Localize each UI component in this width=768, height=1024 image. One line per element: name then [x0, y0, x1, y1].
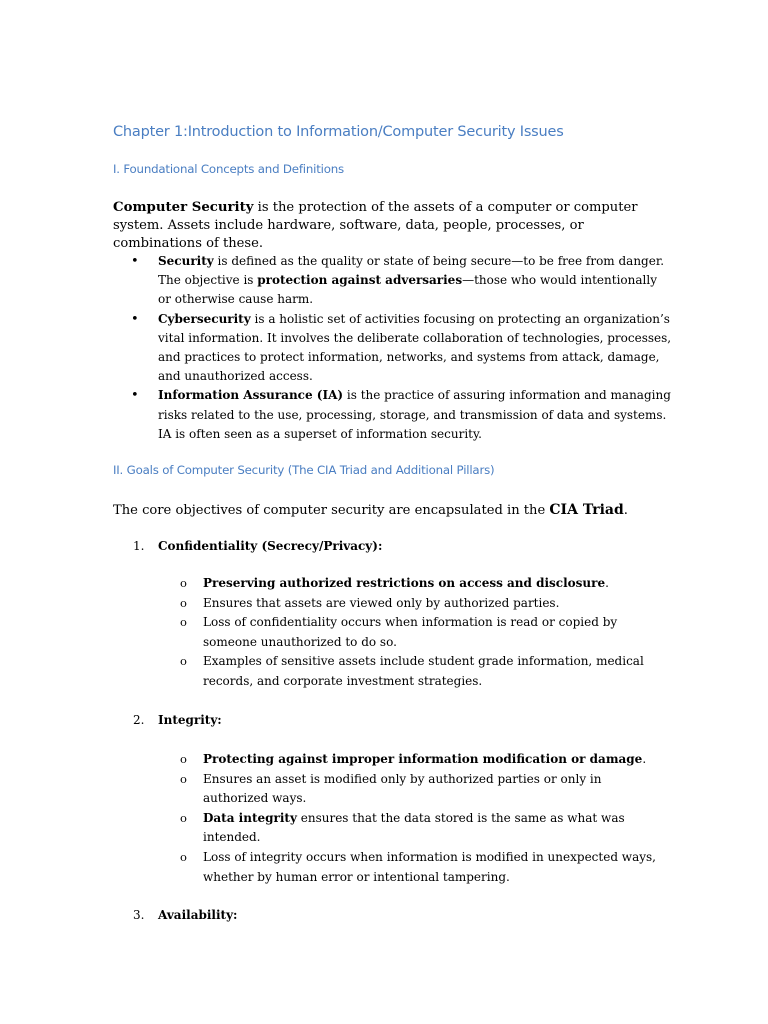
definition-text: is a holistic set of activities focusing on protecting an organization’s vital information. It involves the deliberate collaboration of technologies, processes, and practices to protect information, networks, and systems from attack, damage, and unauthorized access.	[158, 311, 672, 384]
sub-point-text: .	[605, 576, 609, 590]
sub-bullet-icon: o	[180, 615, 187, 630]
sub-point-text: Ensures that assets are viewed only by authorized parties.	[203, 595, 560, 610]
chapter-title: Chapter 1:Introduction to Information/Computer Security Issues	[113, 124, 564, 140]
goal-number: 2.	[133, 713, 145, 727]
goal-number: 1.	[133, 539, 145, 553]
sub-point-text: Loss of integrity occurs when information is modified in unexpected ways, whether by human error or intentional tampering.	[203, 849, 656, 884]
sub-point-text: Examples of sensitive assets include student grade information, medical records, and corporate investment strategies.	[203, 654, 644, 688]
sub-point-bold: Preserving authorized restrictions on access and disclosure	[203, 576, 606, 590]
definitions-list	[113, 252, 673, 444]
goal-title: Confidentiality (Secrecy/Privacy):	[158, 539, 383, 553]
sub-point-bold: Protecting against improper information modification or damage	[203, 752, 643, 766]
definition-item	[113, 310, 673, 387]
goal-title: Integrity:	[158, 713, 222, 727]
sub-bullet-icon: o	[180, 771, 187, 786]
definition-item	[113, 386, 673, 444]
sub-bullet-icon: o	[180, 576, 187, 590]
intro-definition: is the protection of the assets of a computer or computer system. Assets include hardware, software, data, people, processes, or combinations of these.	[113, 200, 638, 251]
goal-heading-availability	[133, 906, 237, 925]
confidentiality-points	[180, 574, 660, 692]
sub-point-bold: Data integrity	[203, 810, 297, 825]
sub-point	[180, 848, 660, 887]
bullet-icon: •	[131, 254, 139, 269]
sub-point-text: Loss of confidentiality occurs when information is read or copied by someone unauthorized to do so.	[203, 615, 618, 649]
goal-title: Availability:	[158, 908, 238, 922]
definition-term: Security	[158, 254, 214, 268]
integrity-points	[180, 750, 660, 887]
definition-term: Cybersecurity	[158, 311, 251, 326]
sub-point	[180, 750, 660, 770]
sub-point	[180, 809, 660, 848]
sub-point	[180, 594, 660, 614]
sub-bullet-icon: o	[180, 752, 187, 766]
sub-point	[180, 770, 660, 809]
definition-emphasis: protection against adversaries	[257, 273, 463, 288]
sub-point-text: .	[642, 752, 647, 766]
goal-number: 3.	[133, 908, 145, 922]
goal-heading-confidentiality	[133, 537, 382, 556]
goal-heading-integrity	[133, 711, 222, 730]
lead-emphasis: CIA Triad	[549, 502, 624, 518]
lead-end: .	[623, 503, 628, 518]
sub-point-text: Ensures an asset is modified only by authorized parties or only in authorized ways.	[203, 771, 602, 806]
sub-bullet-icon: o	[180, 595, 187, 610]
sub-point-text: ensures that the data stored is the same as what was intended.	[203, 810, 625, 845]
sub-point	[180, 613, 660, 652]
lead-text: The core objectives of computer security are encapsulated in the	[113, 503, 550, 518]
definition-item	[113, 252, 673, 310]
intro-term: Computer Security	[113, 200, 254, 215]
sub-bullet-icon: o	[180, 810, 187, 825]
section-heading-foundational: I. Foundational Concepts and Definitions	[113, 162, 344, 176]
section-heading-goals: II. Goals of Computer Security (The CIA Triad and Additional Pillars)	[113, 463, 495, 477]
bullet-icon: •	[131, 311, 139, 327]
definition-text: is defined as the quality or state of being secure—to be free from danger. The objective is	[158, 254, 665, 288]
intro-paragraph	[113, 199, 653, 253]
sub-point	[180, 574, 660, 594]
sub-bullet-icon: o	[180, 849, 187, 864]
definition-text-end: —those who would intentionally or otherwise cause harm.	[158, 273, 657, 307]
bullet-icon: •	[131, 388, 139, 404]
sub-bullet-icon: o	[180, 654, 187, 669]
cia-lead-paragraph	[113, 500, 673, 521]
sub-point	[180, 652, 660, 691]
definition-text: is the practice of assuring information and managing risks related to the use, processing, storage, and transmission of data and systems. IA is often seen as a superset of information security.	[158, 388, 671, 441]
definition-term: Information Assurance (IA)	[158, 388, 344, 403]
